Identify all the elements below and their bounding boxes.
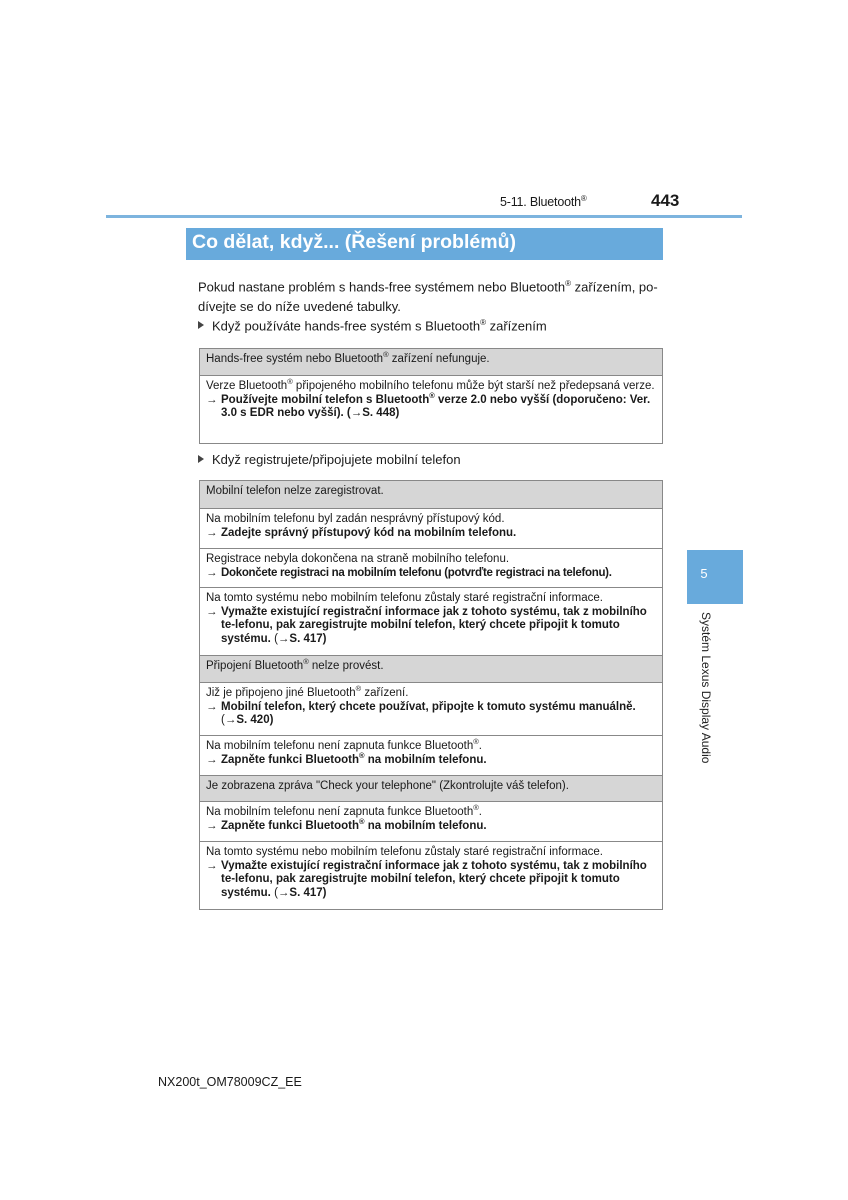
- header-rule: [106, 215, 742, 218]
- triangle-bullet-icon: [198, 321, 204, 329]
- page-title: Co dělat, když... (Řešení problémů): [192, 231, 516, 253]
- table-row: Na mobilním telefonu není zapnuta funkce Bluetooth®. → Zapněte funkci Bluetooth® na mobilním telefonu.: [200, 801, 662, 841]
- triangle-bullet-icon: [198, 455, 204, 463]
- bullet-handsfree: Když používáte hands-free systém s Bluetooth® zařízením: [198, 318, 547, 333]
- chapter-label: Systém Lexus Display Audio: [699, 612, 713, 764]
- page-number: 443: [651, 191, 680, 210]
- bullet-registering: Když registrujete/připojujete mobilní telefon: [198, 452, 461, 467]
- table-row: Registrace nebyla dokončena na straně mobilního telefonu. → Dokončete registraci na mobilním telefonu (potvrďte registraci na telefonu).: [200, 548, 662, 587]
- table-header-row: Připojení Bluetooth® nelze provést.: [200, 655, 662, 682]
- table-row: Na tomto systému nebo mobilním telefonu zůstaly staré registrační informace. → Vymažte existující registrační informace jak z tohoto systému, tak z mobilního te-lefonu, pak zaregistrujte mobilní telefon, který chcete připojit k tomuto systému. (→S. 417): [200, 587, 662, 655]
- title-bar: [186, 228, 663, 260]
- table-registering: [199, 480, 663, 910]
- table-handsfree: [199, 348, 663, 444]
- table-header-row: Mobilní telefon nelze zaregistrovat.: [200, 481, 662, 508]
- table-row: Na mobilním telefonu není zapnuta funkce Bluetooth®. → Zapněte funkci Bluetooth® na mobilním telefonu.: [200, 735, 662, 775]
- registered-mark: ®: [580, 194, 587, 203]
- chapter-number: 5: [700, 566, 708, 581]
- chapter-tab: [687, 550, 743, 604]
- section-label: 5-11. Bluetooth®: [500, 194, 587, 210]
- table-header-row: Je zobrazena zpráva "Check your telephone" (Zkontrolujte váš telefon).: [200, 775, 662, 801]
- intro-paragraph: Pokud nastane problém s hands-free systémem nebo Bluetooth® zařízením, po-dívejte se do níže uvedené tabulky.: [198, 279, 658, 315]
- table-header-row: Hands-free systém nebo Bluetooth® zařízení nefunguje.: [200, 349, 662, 375]
- table-row: Na mobilním telefonu byl zadán nesprávný přístupový kód. → Zadejte správný přístupový kód na mobilním telefonu.: [200, 508, 662, 548]
- table-row: Na tomto systému nebo mobilním telefonu zůstaly staré registrační informace. → Vymažte existující registrační informace jak z tohoto systému, tak z mobilního te-lefonu, pak zaregistrujte mobilní telefon, který chcete připojit k tomuto systému. (→S. 417): [200, 841, 662, 909]
- footer-code: NX200t_OM78009CZ_EE: [158, 1075, 302, 1089]
- table-row: Již je připojeno jiné Bluetooth® zařízení. → Mobilní telefon, který chcete používat, připojte k tomuto systému manuálně. (→S. 420): [200, 682, 662, 735]
- table-row: Verze Bluetooth® připojeného mobilního telefonu může být starší než předepsaná verze. → Používejte mobilní telefon s Bluetooth® verze 2.0 nebo vyšší (doporučeno: Ver. 3.0 s EDR nebo vyšší). (→S. 448): [200, 375, 662, 443]
